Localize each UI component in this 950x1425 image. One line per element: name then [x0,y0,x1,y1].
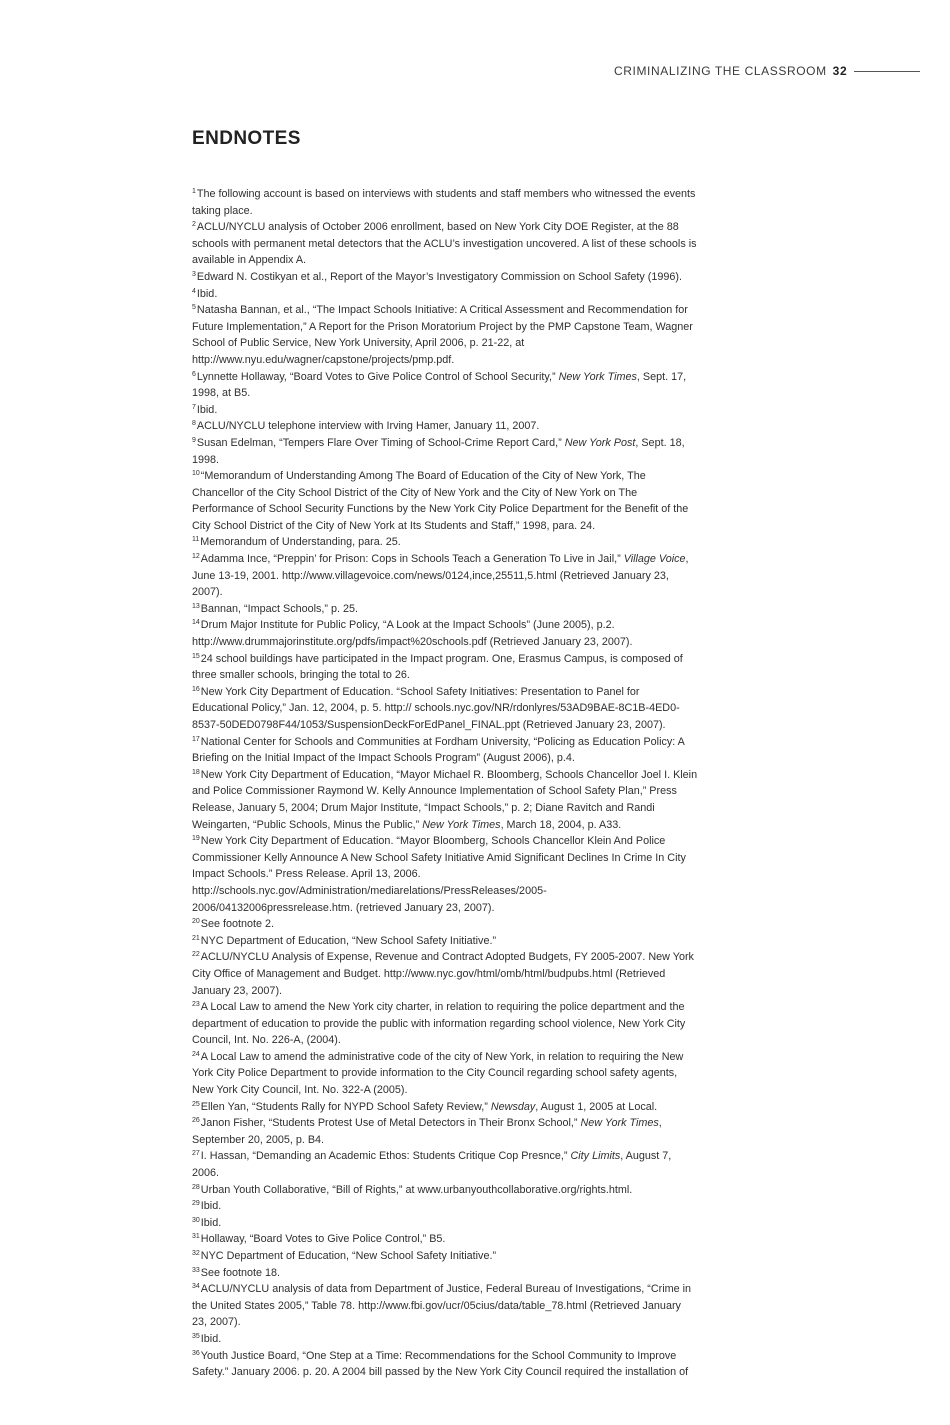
header-rule [854,71,920,72]
endnote-item [192,933,698,950]
endnote-number: 34 [192,1283,200,1291]
endnote-italic-text: Village Voice [623,553,686,566]
endnote-item [192,734,698,767]
endnote-text: Youth Justice Board, “One Step at a Time: Recommendations for the School Community to Improve Safety.” January 2006. p. 20. A 2004 bill passed by the New York City Council required the installation of [192,1349,689,1379]
endnote-number: 15 [192,652,200,660]
endnote-text: A Local Law to amend the New York city charter, in relation to requiring the police department and the department of education to provide the public with information regarding school violence, New York City Council, Int. No. 226-A, (2004). [192,1001,686,1047]
endnote-text: Bannan, “Impact Schools,” p. 25. [200,602,359,615]
endnote-text: , September 20, 2005, p. B4. [192,1117,662,1146]
endnote-text: ACLU/NYCLU Analysis of Expense, Revenue and Contract Adopted Budgets, FY 2005-2007. New York City Office of Management and Budget. http://www.nyc.gov/html/omb/html/budpubs.html (Retrieved January 23, 2007). [192,951,694,997]
endnote-text: ACLU/NYCLU analysis of data from Department of Justice, Federal Bureau of Investigations, “Crime in the United States 2005,” Table 78. http://www.fbi.gov/ucr/05cius/data/table_78.html (Retrieved January 23, 2007). [192,1283,692,1329]
endnote-text: Edward N. Costikyan et al., Report of the Mayor’s Investigatory Commission on School Safety (1996). [196,270,682,283]
endnote-text: New York City Department of Education. “School Safety Initiatives: Presentation to Panel for Educational Policy,” Jan. 12, 2004, p. 5. http:// schools.nyc.gov/NR/rdonlyres/53AD9BAE-8C1B-4ED0-8537-50DED0798F44/1053/SuspensionDeckForEdPanel_FINAL.ppt (Retrieved January 23, 2007). [192,685,680,731]
endnote-number: 32 [192,1250,200,1257]
endnote-text: , March 18, 2004, p. A33. [500,818,622,831]
endnote-item [192,1099,698,1116]
endnote-number: 28 [192,1183,200,1191]
endnote-text: , June 13-19, 2001. http://www.villagevoice.com/news/0124,ince,25511,5.html (Retrieved January 23, 2007). [192,553,689,599]
endnote-text: The following account is based on interviews with students and staff members who witnessed the events taking place. [192,188,696,217]
endnote-number: 24 [192,1050,200,1058]
endnote-number: 27 [192,1150,200,1158]
endnote-number: 22 [192,951,200,959]
endnote-number: 16 [192,685,200,693]
endnote-number: 14 [192,619,200,627]
endnote-number: 3 [192,270,196,278]
endnote-item [192,1265,698,1282]
endnote-text: Hollaway, “Board Votes to Give Police Control,” B5. [200,1233,446,1246]
endnote-number: 18 [192,768,200,776]
endnote-text: Ibid. [196,403,218,416]
endnote-number: 33 [192,1266,200,1274]
endnote-text: , August 7, 2006. [192,1150,672,1180]
endnote-item [192,999,698,1049]
endnote-item [192,684,698,734]
endnote-italic-text: New York Times [422,818,501,831]
endnote-item [192,1115,698,1148]
endnote-item [192,949,698,999]
running-title: CRIMINALIZING THE CLASSROOM [614,64,827,78]
endnote-item [192,1182,698,1199]
endnote-text: ACLU/NYCLU telephone interview with Irving Hamer, January 11, 2007. [196,420,540,433]
endnote-number: 8 [192,420,196,428]
endnote-number: 26 [192,1117,200,1125]
endnote-number: 17 [192,735,200,743]
endnotes-list [192,186,698,1381]
endnote-text: “Memorandum of Understanding Among The Board of Education of the City of New York, The Chancellor of the City School District of the City of New York and the City of New York on The Performance of School Security Functions by the New York City Police Department for the Benefit of the City School District of the City of New York at Its Students and Staff,” 1998, para. 24. [192,470,689,532]
endnote-item [192,601,698,618]
endnote-text: I. Hassan, “Demanding an Academic Ethos: Students Critique Cop Presnce,” [200,1150,571,1163]
endnote-item [192,1331,698,1348]
endnote-item [192,286,698,303]
endnote-item [192,219,698,269]
endnote-item [192,418,698,435]
endnote-item [192,269,698,286]
endnote-text: Ibid. [196,287,218,300]
endnote-italic-text: New York Times [558,370,637,383]
endnote-number: 6 [192,370,196,378]
endnote-item [192,302,698,368]
endnote-text: See footnote 18. [200,1266,281,1279]
endnote-item [192,617,698,650]
endnote-number: 1 [192,188,196,195]
endnote-item [192,186,698,219]
endnote-item [192,1281,698,1331]
endnote-text: 24 school buildings have participated in the Impact program. One, Erasmus Campus, is composed of three smaller schools, bringing the total to 26. [192,652,683,682]
endnote-text: Lynnette Hollaway, “Board Votes to Give Police Control of School Security,” [196,370,559,383]
endnote-italic-text: Newsday [490,1100,536,1113]
endnote-item [192,1198,698,1215]
endnote-item [192,551,698,601]
endnote-text: ACLU/NYCLU analysis of October 2006 enrollment, based on New York City DOE Register, at the 88 schools with permanent metal detectors that the ACLU’s investigation uncovered. A list of these schools is available in Appendix A. [192,221,697,267]
endnote-number: 29 [192,1200,200,1208]
endnote-number: 31 [192,1233,200,1241]
endnote-number: 2 [192,221,196,229]
endnote-text: NYC Department of Education, “New School Safety Initiative.” [200,934,497,947]
endnote-number: 30 [192,1216,200,1224]
endnote-number: 10 [192,470,200,478]
endnote-number: 21 [192,934,200,942]
running-header [614,63,920,79]
endnote-text: Drum Major Institute for Public Policy, “A Look at the Impact Schools” (June 2005), p.2. http://www.drummajorinstitute.org/pdfs/impact%20schools.pdf (Retrieved January 23, 2007). [192,619,633,649]
endnote-text: Natasha Bannan, et al., “The Impact Schools Initiative: A Critical Assessment and Recommendation for Future Implementation,” A Report for the Prison Moratorium Project by the PMP Capstone Team, Wagner School of Public Service, New York University, April 2006, p. 21-22, at http://www.nyu.edu/wagner/capstone/projects/pmp.pdf. [192,304,693,366]
endnote-italic-text: New York Post [564,436,636,449]
endnote-text: A Local Law to amend the administrative code of the city of New York, in relation to requiring the New York City Police Department to provide information to the City Council regarding school safety agents, New York City Council, Int. No. 322-A (2005). [192,1050,684,1097]
endnote-item [192,1215,698,1232]
endnote-italic-text: City Limits [570,1150,621,1163]
endnote-item [192,1049,698,1099]
endnote-text: See footnote 2. [200,918,275,931]
endnote-text: Urban Youth Collaborative, “Bill of Rights,” at www.urbanyouthcollaborative.org/rights.html. [200,1183,633,1196]
endnote-item [192,916,698,933]
endnote-text: , Sept. 17, 1998, at B5. [192,370,687,400]
endnote-number: 20 [192,918,200,926]
endnote-text: Ibid. [200,1216,222,1229]
endnote-number: 12 [192,553,200,561]
endnote-number: 4 [192,287,196,295]
endnote-text: Ibid. [200,1332,222,1345]
endnote-item [192,651,698,684]
endnote-number: 36 [192,1349,200,1357]
endnote-text: New York City Department of Education, “Mayor Michael R. Bloomberg, Schools Chancellor Joel I. Klein and Police Commissioner Raymond W. Kelly Announce Implementation of School Safety Plan,” Press Release, January 5, 2004; Drum Major Institute, “Impact Schools,” p. 2; Diane Ravitch and Randi Weingarten, “Public Schools, Minus the Public,” [192,768,698,831]
endnote-text: Susan Edelman, “Tempers Flare Over Timing of School-Crime Report Card,” [196,436,565,449]
endnote-italic-text: New York Times [580,1117,659,1130]
page-number: 32 [832,64,848,78]
endnote-number: 13 [192,602,200,610]
endnote-number: 25 [192,1100,200,1108]
endnote-text: , Sept. 18, 1998. [192,436,685,466]
endnote-item [192,1248,698,1265]
endnote-text: NYC Department of Education, “New School Safety Initiative.” [200,1250,497,1262]
endnote-item [192,435,698,468]
endnote-item [192,402,698,419]
endnote-number: 23 [192,1001,200,1009]
endnote-number: 7 [192,403,196,411]
endnote-text: National Center for Schools and Communities at Fordham University, “Policing as Education Policy: A Briefing on the Initial Impact of the Impact Schools Program” (August 2006), p.4. [192,735,685,765]
endnote-item [192,468,698,534]
page-title: ENDNOTES [192,128,301,149]
endnote-item [192,833,698,916]
endnote-item [192,1231,698,1248]
endnote-number: 35 [192,1332,200,1340]
endnote-item [192,534,698,551]
endnote-number: 11 [192,536,200,544]
endnote-text: Janon Fisher, “Students Protest Use of Metal Detectors in Their Bronx School,” [200,1117,581,1130]
endnote-text: Ellen Yan, “Students Rally for NYPD School Safety Review,” [200,1100,491,1113]
endnote-number: 9 [192,436,196,444]
endnote-text: Adamma Ince, “Preppin’ for Prison: Cops in Schools Teach a Generation To Live in Jail,” [200,553,624,566]
endnote-item [192,369,698,402]
endnote-item [192,767,698,833]
endnote-number: 5 [192,304,196,312]
endnote-text: Memorandum of Understanding, para. 25. [200,536,401,549]
endnote-text: Ibid. [200,1200,222,1213]
endnote-text: New York City Department of Education. “Mayor Bloomberg, Schools Chancellor Klein And Police Commissioner Kelly Announce A New School Safety Initiative Amid Significant Declines In Crime In City Impact Schools.” Press Release. April 13, 2006. http://schools.nyc.gov/Administration/mediarelations/PressReleases/2005-2006/04132006pressrelease.htm. (retrieved January 23, 2007). [192,835,686,914]
endnote-text: , August 1, 2005 at Local. [535,1100,658,1113]
endnote-item [192,1148,698,1181]
endnote-number: 19 [192,835,200,843]
endnote-item [192,1348,698,1381]
